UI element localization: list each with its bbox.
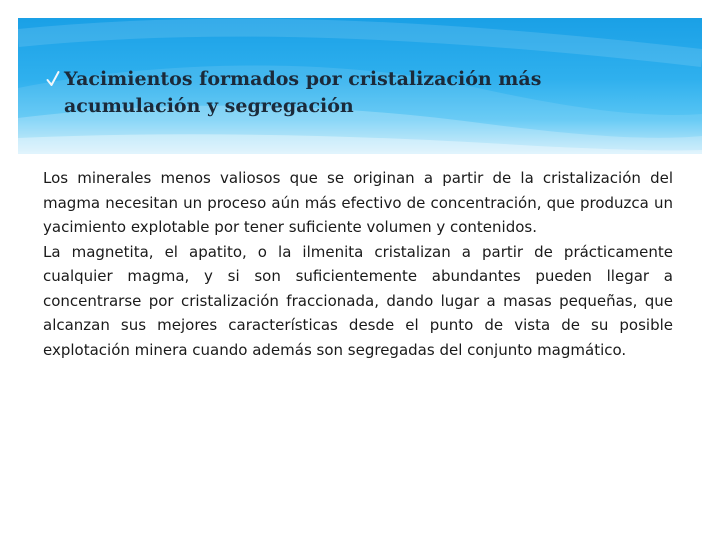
slide-title-text: Yacimientos formados por cristalización más acumulación y segregación	[64, 68, 542, 117]
slide-title	[46, 66, 686, 120]
checkmark-icon	[46, 70, 60, 88]
body-text	[43, 166, 673, 362]
paragraph-2: La magnetita, el apatito, o la ilmenita cristalizan a partir de prácticamente cualquier magma, y si son suficientemente abundantes pueden llegar a concentrarse por cristalización fraccionada, dando lugar a masas pequeñas, que alcanzan sus mejores características desde el punto de vista de su posible explotación minera cuando además son segregadas del conjunto magmático.	[43, 242, 673, 359]
paragraph-1: Los minerales menos valiosos que se originan a partir de la cristalización del magma necesitan un proceso aún más efectivo de concentración, que produzca un yacimiento explotable por tener suficiente volumen y contenidos.	[43, 169, 673, 236]
